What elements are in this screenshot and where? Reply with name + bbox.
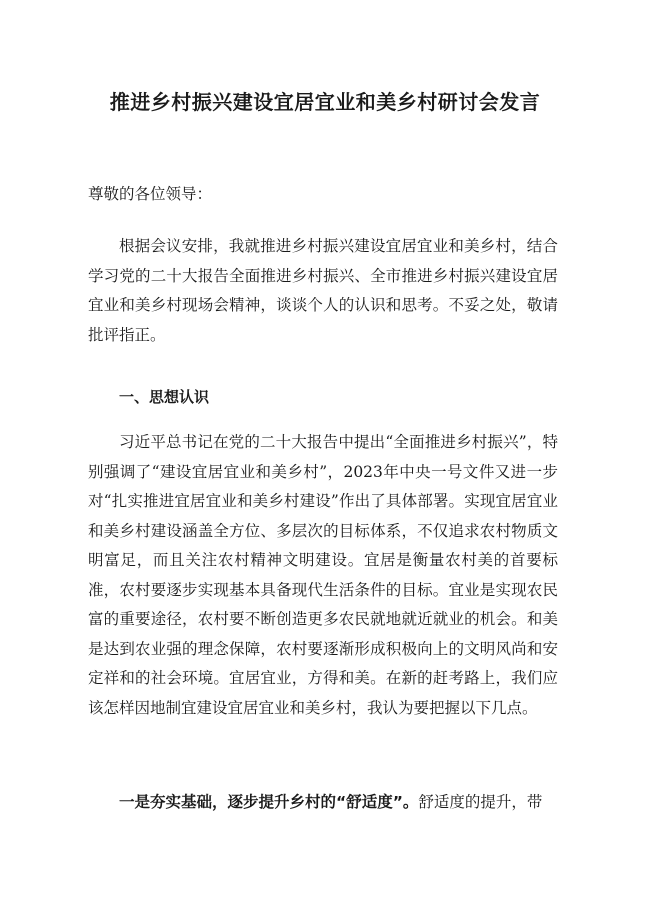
- paragraph-point-one-lead: 一是夯实基础，逐步提升乡村的“舒适度”。: [119, 793, 419, 811]
- salutation: 尊敬的各位领导：: [88, 185, 213, 203]
- document-title: 推进乡村振兴建设宜居宜业和美乡村研讨会发言: [109, 90, 541, 114]
- paragraph-intro: 根据会议安排，我就推进乡村振兴建设宜居宜业和美乡村，结合学习党的二十大报告全面推进乡村振兴、全市推进乡村振兴建设宜居宜业和美乡村现场会精神，谈谈个人的认识和思考。不妥之处，敬请批评指正。: [88, 237, 558, 344]
- paragraph-point-one-text: 舒适度的提升，带: [418, 793, 543, 811]
- section-heading: 一、思想认识: [119, 388, 210, 406]
- paragraph-body: 习近平总书记在党的二十大报告中提出“全面推进乡村振兴”，特别强调了“建设宜居宜业和美乡村”，2023年中央一号文件又进一步对“扎实推进宜居宜业和美乡村建设”作出了具体部署。实现宜居宜业和美乡村建设涵盖全方位、多层次的目标体系，不仅追求农村物质文明富足，而且关注农村精神文明建设。宜居是衡量农村美的首要标准，农村要逐步实现基本具备现代生活条件的目标。宜业是实现农民富的重要途径，农村要不断创造更多农民就地就近就业的机会。和美是达到农业强的理念保障，农村要逐渐形成积极向上的文明风尚和安定祥和的社会环境。宜居宜业，方得和美。在新的赶考路上，我们应该怎样因地制宜建设宜居宜业和美乡村，我认为要把握以下几点。: [88, 433, 558, 717]
- paragraph-point-one: [88, 788, 558, 818]
